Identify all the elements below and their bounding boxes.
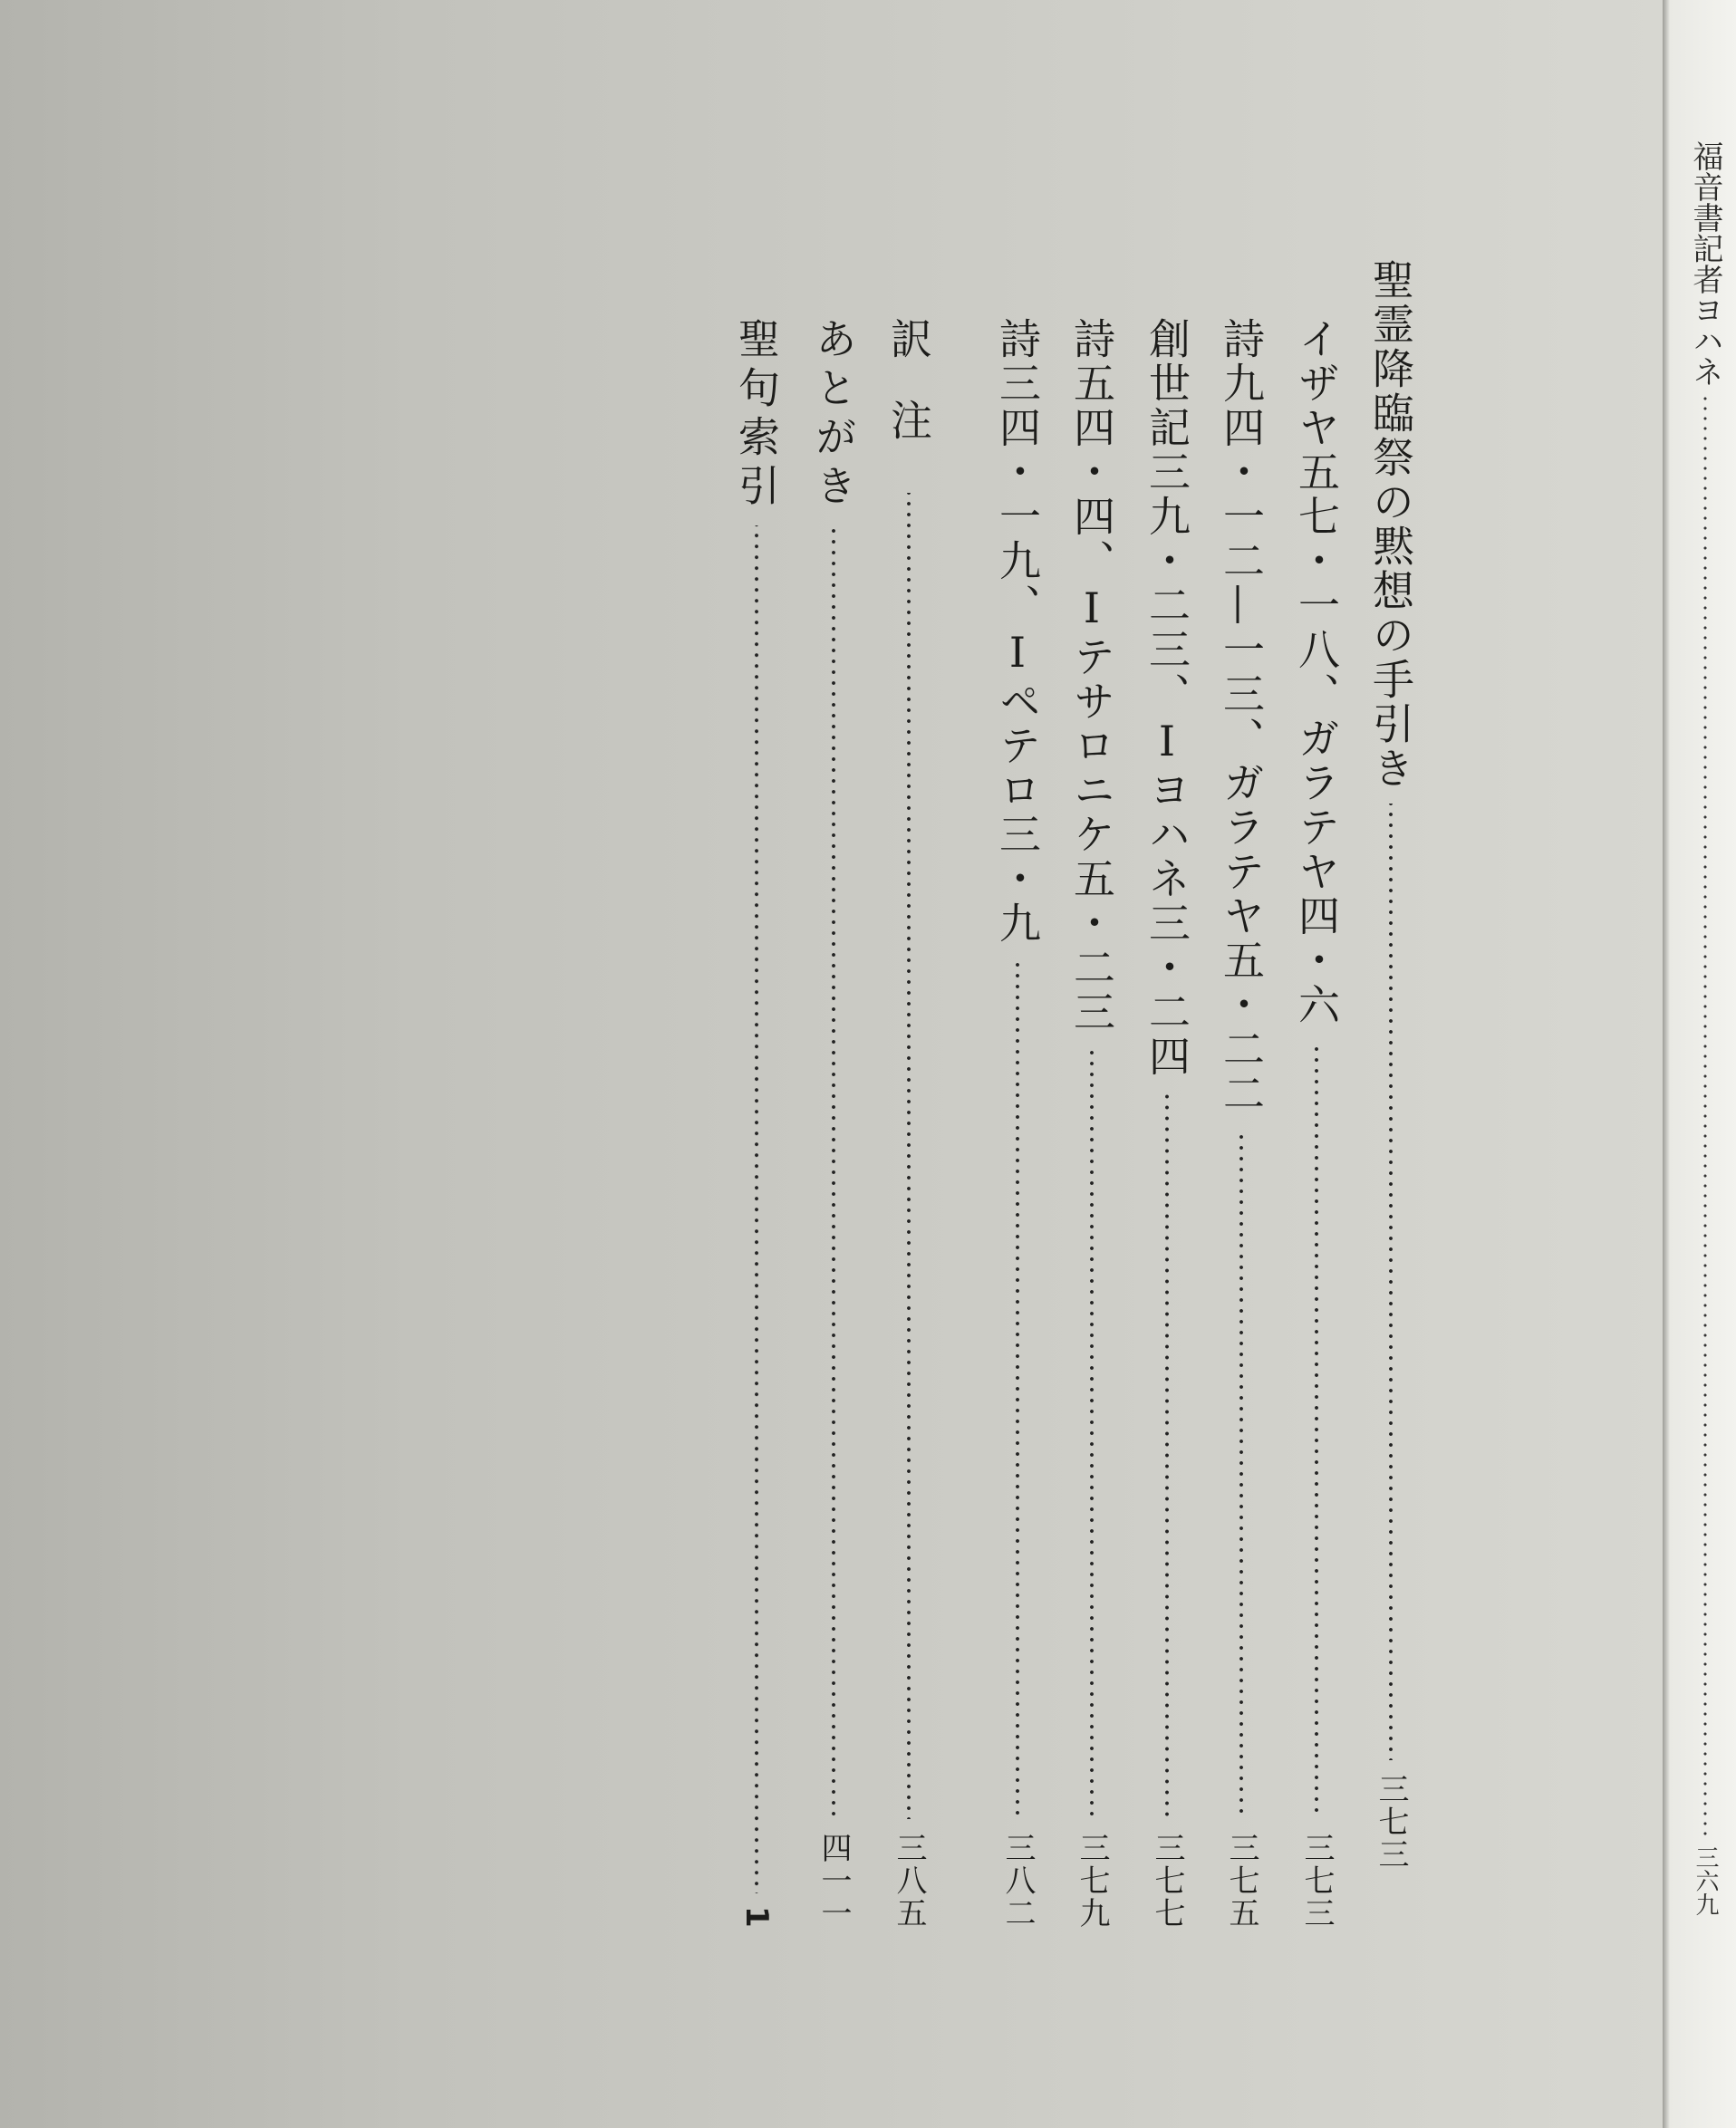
- toc-leader-dots: [1014, 958, 1021, 1819]
- toc-page-number: 1: [738, 1906, 775, 1930]
- toc-leader-dots: [1088, 1047, 1095, 1819]
- toc-page-number: 四一一: [815, 1832, 852, 1930]
- toc-entry: [1135, 317, 1199, 1930]
- toc-leader-dots: [1238, 1129, 1245, 1819]
- toc-entry: [1359, 258, 1423, 1871]
- toc-entry: [1060, 317, 1124, 1930]
- toc-entry-title: 詩三四・一九、Ⅰペテロ三・九: [993, 317, 1042, 946]
- toc-entry-title: あとがき: [809, 317, 858, 513]
- toc-entry-title: 聖霊降臨祭の黙想の手引き: [1366, 258, 1415, 791]
- toc-leader-dots: [830, 525, 837, 1819]
- toc-leader-dots: [1313, 1040, 1320, 1819]
- toc-entry-title: 詩九四・一二—一三、ガラテヤ五・二二: [1217, 317, 1266, 1116]
- toc-leader-dots: [1163, 1092, 1171, 1819]
- toc-leader-dots: [1387, 804, 1394, 1760]
- toc-leader-dots: [753, 525, 760, 1893]
- toc-entry-title: 訳注: [884, 317, 933, 480]
- bleed-through-text: [426, 127, 498, 1848]
- toc-entry: [1210, 317, 1273, 1930]
- toc-entry: [725, 317, 788, 1930]
- toc-entry-title: イザヤ五七・一八、ガラテヤ四・六: [1292, 317, 1341, 1027]
- toc-entry-title: 詩五四・四、Ⅰテサロニケ五・二三: [1067, 317, 1116, 1035]
- bleed-through-text: [634, 127, 707, 1848]
- toc-entry: [877, 317, 940, 1930]
- toc-page-number: 三八二: [999, 1832, 1036, 1930]
- toc-page-number: 三七九: [1074, 1832, 1110, 1930]
- bleed-through-text: [562, 127, 634, 1848]
- toc-entry: [1285, 317, 1348, 1930]
- toc-leader-dots: [905, 493, 912, 1819]
- toc-page-number: 三七三: [1373, 1773, 1409, 1871]
- toc-entry-title: 創世記三九・二三、Ⅰヨハネ三・二四: [1143, 317, 1191, 1079]
- toc-entry-title: 聖句索引: [732, 317, 781, 513]
- toc-page-number: 三七三: [1298, 1832, 1335, 1930]
- toc-leader-dots: [1702, 396, 1708, 1836]
- facing-page-toc-entry: [1687, 140, 1723, 1916]
- toc-page-number: 三七五: [1223, 1832, 1259, 1930]
- bleed-through-text: [299, 127, 371, 1848]
- toc-page-number: 三七七: [1149, 1832, 1185, 1930]
- toc-entry-title: 福音書記者ヨハネ: [1687, 140, 1723, 387]
- toc-entry: [986, 317, 1049, 1930]
- toc-page-number: 三六九: [1692, 1845, 1719, 1916]
- toc-page-number: 三八五: [891, 1832, 927, 1930]
- toc-entry: [802, 317, 865, 1930]
